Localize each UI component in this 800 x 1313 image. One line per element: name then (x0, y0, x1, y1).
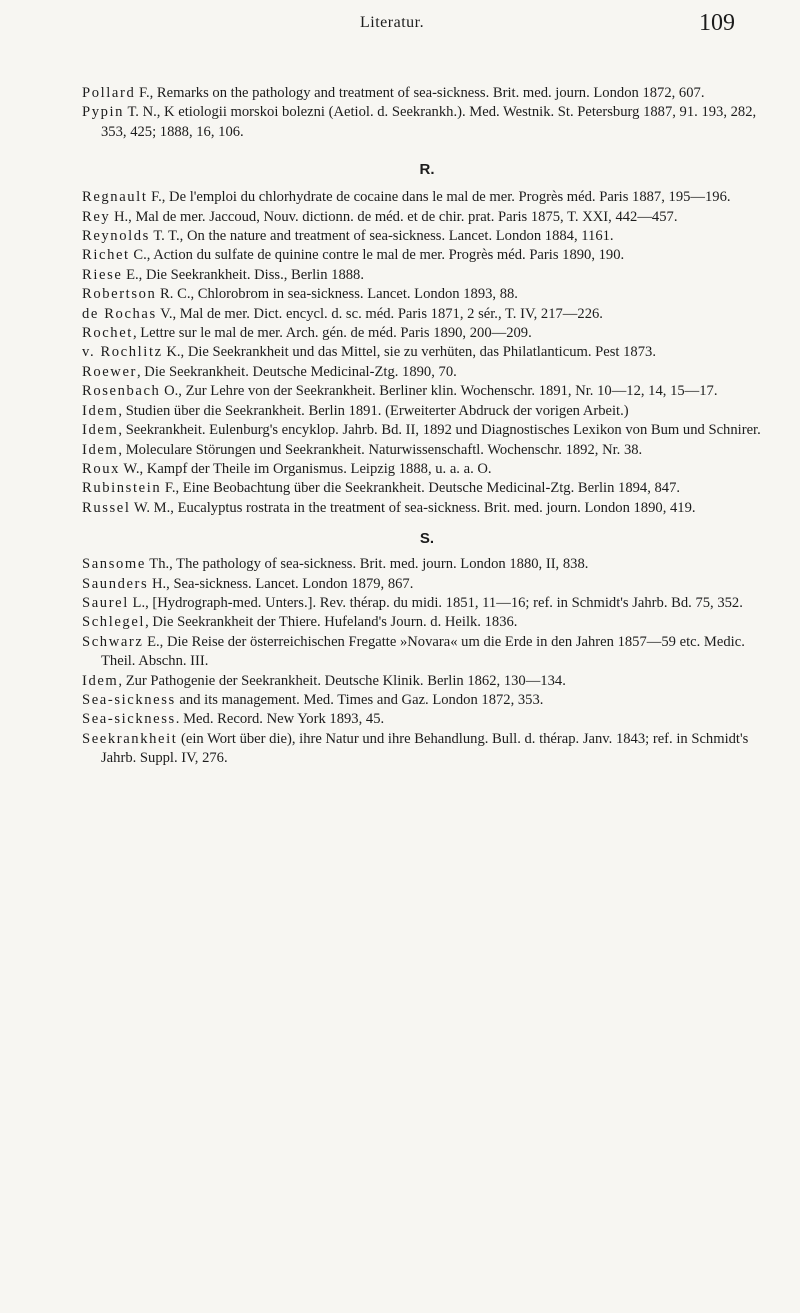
entry-text: , Studien über die Seekrankheit. Berlin 1891. (Erweiterter Abdruck der vorigen Arbeit.) (118, 402, 629, 419)
entry-text: R. C., Chlorobrom in sea-sickness. Lancet. London 1893, 88. (156, 286, 518, 303)
entry-author: Idem (82, 402, 119, 419)
entry-author: Roewer (82, 363, 137, 380)
entry-author: de Rochas (82, 305, 157, 322)
entry-text: O., Zur Lehre von der Seekrankheit. Berliner klin. Wochenschr. 1891, Nr. 10—12, 14, 15—17. (160, 383, 718, 400)
entry-author: Rubinstein (82, 480, 162, 497)
bibliography-entry (82, 594, 772, 613)
bibliography-entry (82, 613, 772, 632)
bibliography-entry (82, 363, 772, 382)
bibliography-entry (82, 402, 772, 421)
bibliography-entry (82, 382, 772, 401)
entry-text: C., Action du sulfate de quinine contre le mal de mer. Progrès méd. Paris 1890, 190. (129, 247, 625, 264)
bibliography-entry (82, 730, 772, 769)
bibliography-entry (82, 575, 772, 594)
entry-text: , Moleculare Störungen und Seekrankheit. Naturwissenschaftl. Wochenschr. 1892, Nr. 38. (118, 441, 643, 458)
entry-author: Reynolds (82, 228, 150, 245)
bibliography-entry (82, 691, 772, 710)
entry-text: , Die Seekrankheit der Thiere. Hufeland's Journ. d. Heilk. 1836. (145, 614, 518, 631)
entry-author: Rosenbach (82, 383, 161, 400)
page-number: 109 (699, 10, 735, 36)
bibliography-entry (82, 460, 772, 479)
entry-text: K., Die Seekrankheit und das Mittel, sie zu verhüten, das Philatlanticum. Pest 1873. (162, 344, 656, 361)
entry-author: Riese (82, 266, 123, 283)
bibliography-entry (82, 227, 772, 246)
bibliography-entry (82, 266, 772, 285)
entry-text: Th., The pathology of sea-sickness. Brit. med. journ. London 1880, II, 838. (145, 556, 589, 573)
bibliography-entry (82, 324, 772, 343)
entry-text: T. N., K etiologii morskoi bolezni (Aetiol. d. Seekrankh.). Med. Westnik. St. Petersburg 1887, 91. 193, 282, 353, 425; 1888, 16, 106. (101, 104, 757, 140)
bibliography-entry (82, 208, 772, 227)
entry-text: T. T., On the nature and treatment of sea-sickness. Lancet. London 1884, 1161. (149, 228, 614, 245)
bibliography-entry (82, 421, 772, 440)
bibliography-entry (82, 188, 772, 207)
bibliography (82, 84, 772, 769)
entry-text: , Seekrankheit. Eulenburg's encyklop. Jahrb. Bd. II, 1892 und Diagnostisches Lexikon von Bum und Schnirer. (118, 422, 761, 439)
page-header (0, 10, 800, 50)
bibliography-entry (82, 343, 772, 362)
entry-author: Richet (82, 247, 130, 264)
entry-text: . Med. Record. New York 1893, 45. (175, 711, 385, 728)
entry-author: Saunders (82, 575, 149, 592)
entry-author: Idem (82, 672, 119, 689)
bibliography-entry (82, 285, 772, 304)
bibliography-entry (82, 103, 772, 142)
section-letter: R. (419, 161, 435, 179)
running-title: Literatur. (360, 14, 425, 31)
bibliography-entry (82, 84, 772, 103)
entry-author: Sea-sickness (82, 691, 176, 708)
entry-text: L., [Hydrograph-med. Unters.]. Rev. thérap. du midi. 1851, 11—16; ref. in Schmidt's Jahrb. Bd. 75, 352. (128, 594, 743, 611)
entry-text: H., Mal de mer. Jaccoud, Nouv. dictionn. de méd. et de chir. prat. Paris 1875, T. XXI, 442—457. (110, 208, 678, 225)
entry-text: H., Sea-sickness. Lancet. London 1879, 867. (148, 575, 414, 592)
entry-author: Roux (82, 460, 121, 477)
entry-text: , Lettre sur le mal de mer. Arch. gén. de méd. Paris 1890, 200—209. (132, 325, 532, 342)
entry-text: W. M., Eucalyptus rostrata in the treatment of sea-sickness. Brit. med. journ. London 1890, 419. (130, 499, 696, 516)
entry-text: F., De l'emploi du chlorhydrate de cocaine dans le mal de mer. Progrès méd. Paris 1887, 195—196. (147, 189, 731, 206)
entry-text: (ein Wort über die), ihre Natur und ihre Behandlung. Bull. d. thérap. Janv. 1843; ref. in Schmidt's Jahrb. Suppl. IV, 276. (101, 730, 749, 767)
bibliography-entry (82, 499, 772, 518)
section-letter: S. (419, 530, 435, 548)
entry-text: and its management. Med. Times and Gaz. London 1872, 353. (175, 691, 544, 708)
entry-text: E., Die Seekrankheit. Diss., Berlin 1888. (122, 266, 365, 283)
entry-text: V., Mal de mer. Dict. encycl. d. sc. méd. Paris 1871, 2 sér., T. IV, 217—226. (156, 305, 603, 322)
entry-author: Regnault (82, 189, 148, 206)
bibliography-entry (82, 479, 772, 498)
entry-author: Saurel (82, 594, 129, 611)
entry-author: Robertson (82, 286, 157, 303)
entry-author: Idem (82, 441, 119, 458)
entry-text: F., Eine Beobachtung über die Seekrankheit. Deutsche Medicinal-Ztg. Berlin 1894, 847. (161, 480, 681, 497)
entry-author: Pypin (82, 104, 125, 121)
bibliography-entry (82, 633, 772, 672)
entry-author: v. Rochlitz (82, 344, 163, 361)
entry-author: Pollard (82, 85, 136, 101)
entry-author: Rochet (82, 325, 133, 342)
bibliography-entry (82, 710, 772, 729)
entry-author: Schlegel (82, 614, 146, 631)
entry-author: Russel (82, 499, 131, 516)
entry-author: Rey (82, 208, 111, 225)
bibliography-entry (82, 441, 772, 460)
entry-text: , Die Seekrankheit. Deutsche Medicinal-Ztg. 1890, 70. (137, 363, 457, 380)
entry-author: Sansome (82, 556, 146, 573)
entry-author: Idem (82, 422, 119, 439)
bibliography-entry (82, 555, 772, 574)
entry-text: , Zur Pathogenie der Seekrankheit. Deutsche Klinik. Berlin 1862, 130—134. (118, 672, 566, 689)
entry-text: F., Remarks on the pathology and treatment of sea-sickness. Brit. med. journ. London 1872, 607. (135, 85, 705, 101)
entry-text: E., Die Reise der österreichischen Fregatte »Novara« um die Erde in den Jahren 1857—59 etc. Medic. Theil. Abschn. III. (101, 633, 745, 670)
entry-author: Seekrankheit (82, 730, 178, 747)
bibliography-entry (82, 305, 772, 324)
entry-text: W., Kampf der Theile im Organismus. Leipzig 1888, u. a. a. O. (120, 460, 492, 477)
entry-author: Schwarz (82, 633, 144, 650)
bibliography-entry (82, 672, 772, 691)
entry-author: Sea-sickness (82, 711, 176, 728)
bibliography-entry (82, 246, 772, 265)
